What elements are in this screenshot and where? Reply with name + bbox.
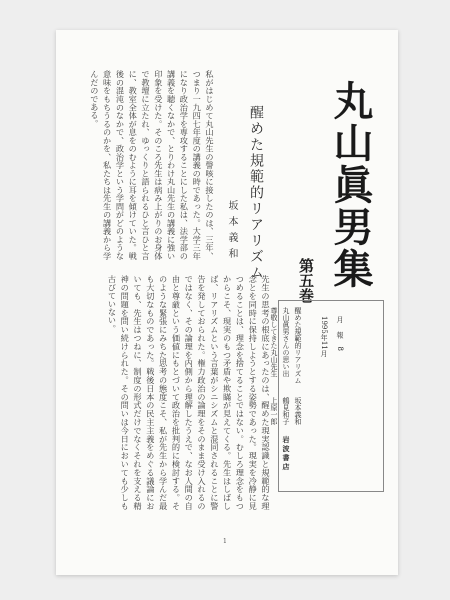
toc-item-author: 坂本義和 xyxy=(294,397,302,425)
contents-box xyxy=(270,300,384,492)
toc-item-author: 鶴見和子 xyxy=(282,397,290,425)
series-title: 丸山眞男集 xyxy=(327,80,374,290)
essay-text-lower: 先生の思考の根底にあったのは、醒めた現実認識と規範的な理念とを同時に保持しようとする姿勢であった。現実を冷静に見つめることは、理念を捨てることではない。むしろ理念をもつからこそ、現実のもつ矛盾や欺瞞が見えてくる。先生はしばしば、リアリズムという言葉がシニシズムと混同されることに警告を発しておられた。権力政治の論理をそのまま受け入れるのではなく、その論理を内側から理解したうえで、なお人間の自由と尊厳という価値にもとづいて政治を批判的に検討する。そのような緊張にみちた思考の態度こそ、私が先生から学んだ最も大切なものであった。戦後日本の民主主義をめぐる議論においても、先生はつねに、制度の形式だけでなくそれを支える精神の問題を問い続けられた。その問いは今日においても少しも古びていない。 xyxy=(107,275,271,510)
essay-text-upper: 私がはじめて丸山先生の謦咳に接したのは、三年、つまり一九四七年度の講義の時であった。大学三年になり政治学を専攻することにした私は、法学部の講義を聴くなかで、とりわけ丸山先生の講義に強い印象を受けた。そのころ先生は病み上がりのお身体で教壇に立たれ、ゆっくりと語られるひと言ひと言に、教室全体が息をのむように耳を傾けていた。戦後の混沌のなかで、政治学という学問がどのような意味をもちうるのかを、私たちは先生の講義から学んだのである。 xyxy=(89,70,215,260)
page-number: 1 xyxy=(223,538,227,545)
volume-title: 第五巻 xyxy=(297,258,315,303)
toc-item-title: 醒めた規範的リアリズム xyxy=(294,307,302,384)
essay-title: 醒めた規範的リアリズム xyxy=(248,105,264,281)
toc-item-title: 丸山眞男さんの思い出 xyxy=(282,307,290,377)
toc-item-author: 上原一郎 xyxy=(270,397,278,425)
issue-date: 1995年11月 xyxy=(320,316,328,357)
monthly-report-leaflet xyxy=(56,30,398,575)
monthly-label: 月 報 8 xyxy=(336,316,344,354)
publisher-name: 岩波書店 xyxy=(282,436,291,472)
toc-item-title: 尊敬してきた丸山先生 xyxy=(270,307,278,377)
essay-author: 坂本義和 xyxy=(226,200,237,264)
